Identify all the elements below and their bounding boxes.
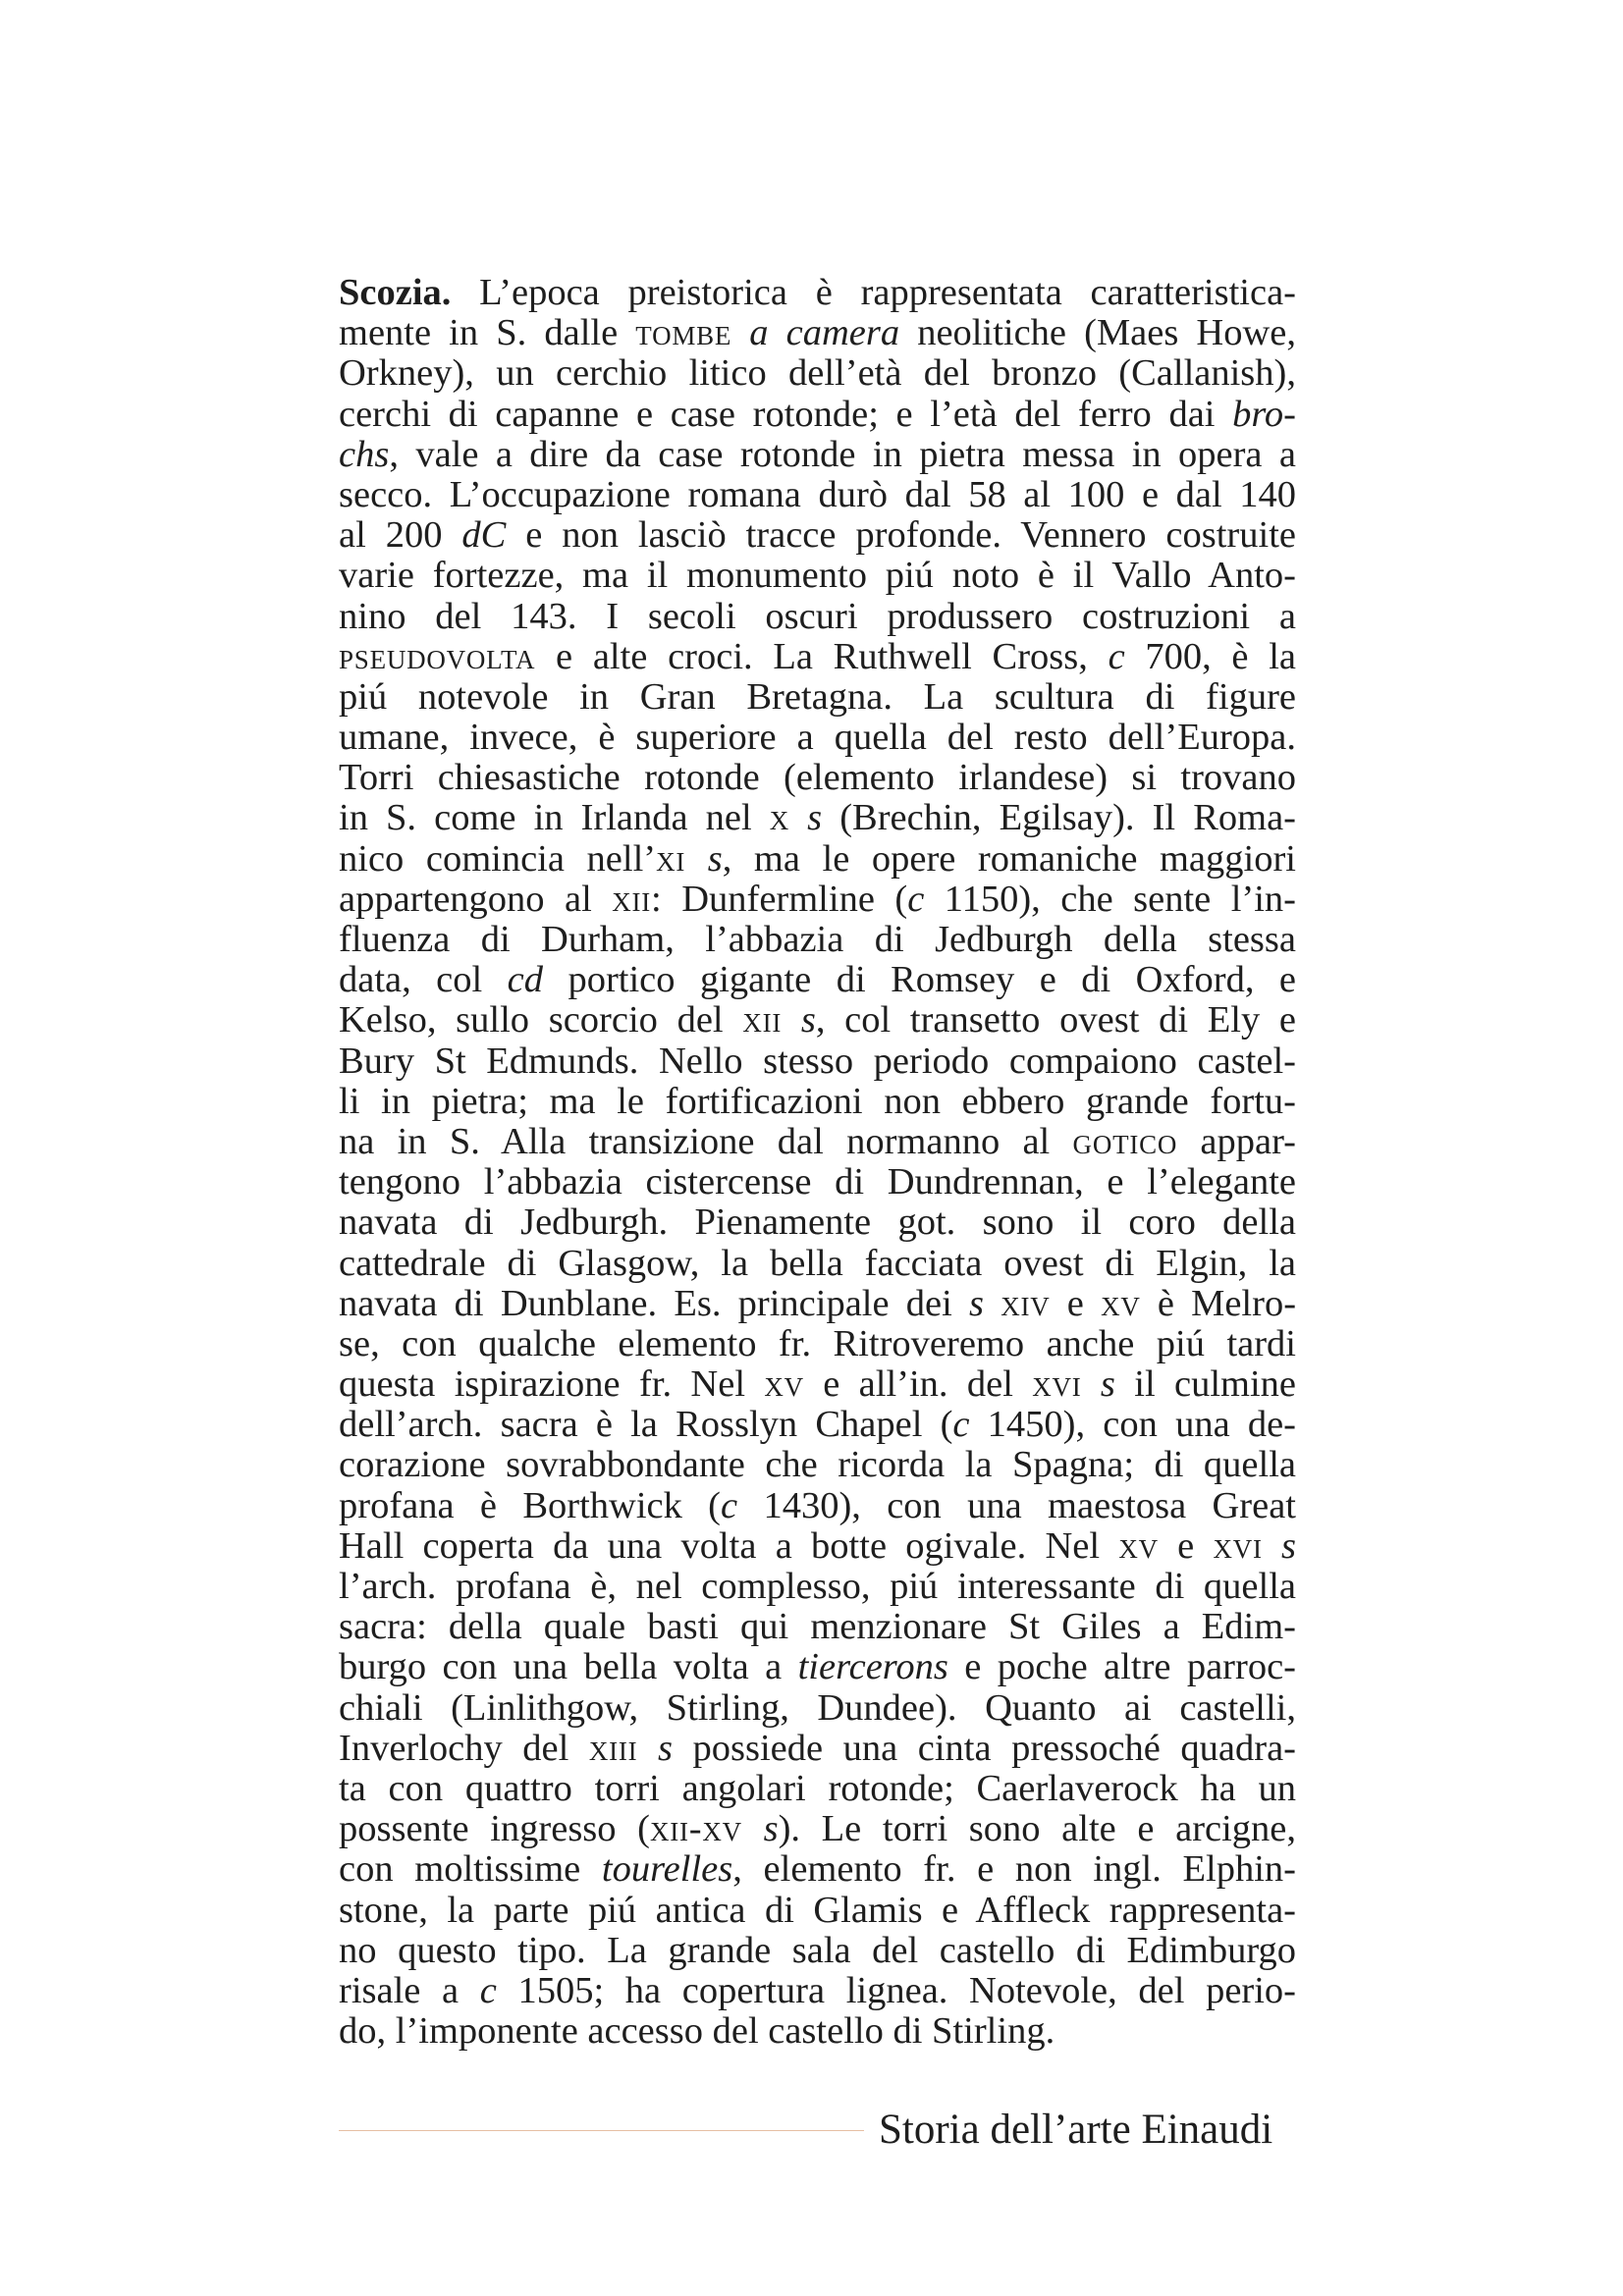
cross-reference: xi [656,837,686,880]
text-line [339,1284,1296,1324]
text-run: sacra: della quale basti qui menzionare St Giles a Edim- [339,1606,1296,1648]
text-run: : Dunfermline ( [651,878,908,920]
cross-reference: x [769,797,790,839]
text-run: secco. L’occupazione romana durò dal 58 al 100 e dal 140 [339,473,1296,515]
text-line [339,1567,1296,1607]
text-run: Inverlochy del [339,1727,589,1769]
cross-reference: xiv [1001,1282,1051,1324]
text-line [339,597,1296,637]
text-run: nico comincia nell’ [339,837,657,880]
text-line [339,1000,1296,1041]
text-run: Kelso, sullo scorcio del [339,999,743,1041]
text-line [339,1486,1296,1526]
text-line [339,637,1296,677]
text-line [339,1809,1296,1849]
text-line [339,1122,1296,1162]
cross-reference: xvi [1032,1363,1082,1406]
text-run: neolitiche (Maes Howe, [899,312,1297,354]
text-run: con moltissime [339,1848,602,1891]
italic-run: c [479,1969,497,2011]
text-run: il culmine [1114,1363,1296,1406]
text-run: varie fortezze, ma il monumento piú noto è il Vallo Anto- [339,555,1296,597]
text-line [339,1526,1296,1567]
italic-run: s [1100,1363,1115,1406]
text-line [339,475,1296,515]
italic-run: s [807,797,823,839]
text-line [339,1769,1296,1809]
text-run: e non lasciò tracce profonde. Vennero costruite [506,514,1296,557]
text-line [339,1688,1296,1729]
italic-run: chs [339,433,390,475]
cross-reference: xvi [1213,1524,1263,1567]
text-line [339,920,1296,960]
text-run: burgo con una bella volta a [339,1646,798,1688]
text-line [339,273,1296,313]
italic-run: c [721,1484,738,1526]
italic-run: tiercerons [797,1646,948,1688]
text-run [731,312,749,353]
text-run [685,838,708,880]
italic-run: s [1281,1524,1297,1567]
text-run [1082,1363,1101,1405]
text-run: possiede una cinta pressoché quadra- [672,1727,1296,1769]
text-run: questa ispirazione fr. Nel [339,1363,765,1406]
text-line [339,1405,1296,1445]
text-line [339,1931,1296,1971]
text-line [339,1202,1296,1243]
text-run: se, con qualche elemento fr. Ritroveremo anche piú tardi [339,1322,1296,1364]
text-run: 1430), con una maestosa Great [737,1484,1297,1526]
italic-run: c [907,878,925,920]
text-line [339,1082,1296,1122]
text-line [339,1891,1296,1931]
text-line [339,839,1296,880]
text-run [1263,1525,1281,1567]
text-run: e poche altre parroc- [947,1646,1296,1688]
text-line [339,313,1296,353]
footer-rule [339,2130,864,2131]
text-run: è Melro- [1140,1282,1297,1324]
text-run: 1150), che sente l’in- [924,878,1296,920]
text-run: Orkney), un cerchio litico dell’età del bronzo (Callanish), [339,352,1296,395]
text-run: corazione sovrabbondante che ricorda la Spagna; di quella [339,1444,1296,1486]
text-line [339,718,1296,758]
text-run: na in S. Alla transizione dal normanno al [339,1120,1073,1162]
italic-run: dC [461,514,507,557]
text-run [782,999,801,1041]
text-run: portico gigante di Romsey e di Oxford, e [543,959,1296,1001]
text-line [339,1971,1296,2011]
text-line [339,1162,1296,1202]
text-line [339,2011,1296,2052]
entry-headword: Scozia. [339,272,452,313]
text-run: stone, la parte piú antica di Glamis e Affleck rappresenta- [339,1889,1296,1931]
text-run: , vale a dire da case rotonde in pietra messa in opera a [389,433,1296,475]
italic-run: s [763,1808,779,1850]
text-run: li in pietra; ma le fortificazioni non ebbero grande fortu- [339,1080,1296,1122]
text-run: profana è Borthwick ( [339,1484,722,1526]
text-run: cattedrale di Glasgow, la bella facciata ovest di Elgin, la [339,1242,1296,1284]
text-run: appartengono al [339,878,613,920]
text-run: data, col [339,959,508,1001]
cross-reference: xii [612,878,652,920]
italic-run: s [707,837,723,880]
text-line [339,798,1296,838]
text-line [339,1729,1296,1769]
italic-run: cd [507,959,544,1001]
text-run: chiali (Linlithgow, Stirling, Dundee). Quanto ai castelli, [339,1686,1296,1729]
text-run: navata di Jedburgh. Pienamente got. sono il coro della [339,1201,1296,1244]
text-line [339,1445,1296,1485]
cross-reference: xii [742,999,783,1041]
text-run: tengono l’abbazia cistercense di Dundrennan, e l’elegante [339,1161,1296,1203]
text-run [984,1283,1001,1324]
text-run: in S. come in Irlanda nel [339,797,770,839]
text-line [339,556,1296,596]
text-run: L’epoca preistorica è rappresentata caratteristica- [451,272,1296,313]
text-run: 1450), con una de- [969,1404,1296,1446]
text-run: , elemento fr. e non ingl. Elphin- [732,1848,1296,1891]
text-run: navata di Dunblane. Es. principale dei [339,1282,970,1324]
text-run: umane, invece, è superiore a quella del resto dell’Europa. [339,717,1296,759]
text-line [339,353,1296,394]
text-line [339,515,1296,556]
text-run: l’arch. profana è, nel complesso, piú interessante di quella [339,1566,1296,1607]
text-run: Hall coperta da una volta a botte ogivale. Nel [339,1524,1119,1567]
italic-run: s [657,1727,673,1769]
text-run: possente ingresso ( [339,1808,651,1850]
text-line [339,758,1296,798]
text-line [339,1244,1296,1284]
text-run: 700, è la [1124,635,1296,677]
text-line [339,1364,1296,1405]
text-run: risale a [339,1969,480,2011]
cross-reference: xiii [588,1727,638,1769]
text-run: e all’in. del [803,1363,1033,1406]
cross-reference: gotico [1072,1120,1178,1162]
text-run: mente in S. dalle [339,312,636,354]
text-run [789,797,807,838]
text-run: no questo tipo. La grande sala del castello di Edimburgo [339,1929,1296,1971]
text-line [339,960,1296,1000]
text-run: e alte croci. La Ruthwell Cross, [535,635,1109,677]
text-run: dell’arch. sacra è la Rosslyn Chapel ( [339,1404,953,1446]
text-line [339,395,1296,435]
cross-reference: xv [1118,1524,1159,1567]
text-run: piú notevole in Gran Bretagna. La scultura di figure [339,675,1296,718]
encyclopedia-entry-scozia [339,273,1296,2052]
text-line [339,1041,1296,1082]
text-line [339,1324,1296,1364]
italic-run: s [800,999,816,1041]
italic-run: a camera [749,312,900,354]
italic-run: c [1108,635,1125,677]
text-run: ). Le torri sono alte e arcigne, [778,1808,1297,1850]
text-line [339,880,1296,920]
text-run: 1505; ha copertura lignea. Notevole, del perio- [496,1969,1296,2011]
text-run: e [1158,1524,1214,1567]
text-line [339,435,1296,475]
text-run: cerchi di capanne e case rotonde; e l’età del ferro dai [339,393,1233,435]
italic-run: c [952,1404,970,1446]
text-run: nino del 143. I secoli oscuri produssero costruzioni a [339,595,1296,637]
footer-publication-title: Storia dell’arte Einaudi [879,2107,1273,2153]
text-run: , col transetto ovest di Ely e [815,999,1296,1041]
text-run: e [1050,1282,1102,1324]
text-run: appar- [1177,1120,1296,1162]
text-line [339,1849,1296,1890]
text-run: Bury St Edmunds. Nello stesso periodo compaiono castel- [339,1040,1296,1082]
text-line [339,1647,1296,1687]
italic-run: tourelles [601,1848,733,1891]
text-run [742,1808,764,1849]
italic-run: s [969,1282,985,1324]
text-run: al 200 [339,514,462,557]
text-run: do, l’imponente accesso del castello di Stirling. [339,2010,1055,2053]
text-run: Torri chiesastiche rotonde (elemento irlandese) si trovano [339,757,1296,799]
cross-reference: tombe [635,312,732,354]
cross-reference: xii-xv [650,1808,742,1850]
cross-reference: xv [1101,1282,1141,1324]
text-line [339,677,1296,718]
text-run: ta con quattro torri angolari rotonde; Caerlaverock ha un [339,1767,1296,1809]
text-run [637,1728,658,1769]
cross-reference: xv [764,1363,804,1406]
italic-run: bro- [1232,393,1296,435]
text-line [339,1607,1296,1647]
text-run: fluenza di Durham, l’abbazia di Jedburgh della stessa [339,919,1296,960]
text-run: , ma le opere romaniche maggiori [722,837,1296,880]
text-run: (Brechin, Egilsay). Il Roma- [822,797,1296,839]
cross-reference: pseudovolta [339,635,536,677]
